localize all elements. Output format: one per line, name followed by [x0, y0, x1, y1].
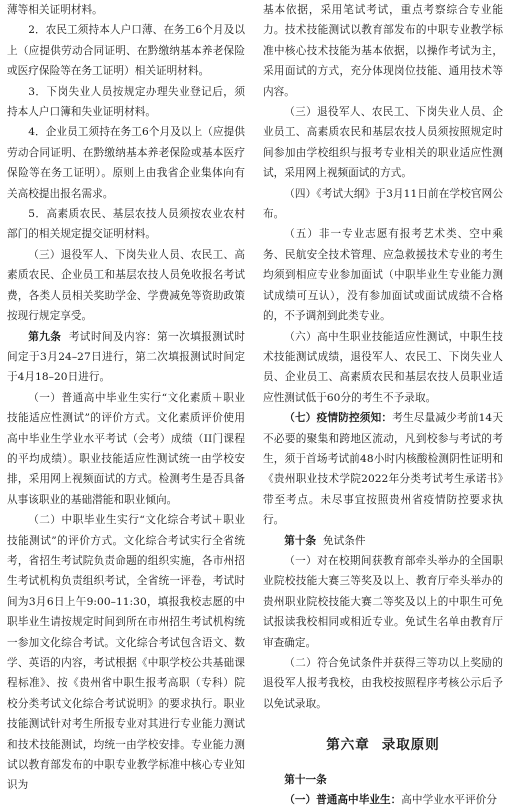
paragraph: 5．高素质农民、基层农技人员须按农业农村部门的相关规定提交证明材料。 [7, 208, 245, 241]
article-paragraph [263, 531, 503, 551]
paragraph: （一）对在校期间获教育部牵头举办的全国职业院校技能大赛三等奖及以上、教育厅牵头举办的贵州职业院校技能大赛二等奖及以上的中职生可免试报读我校相同或相近专业。免试生名单由教育厅审查确定。 [263, 554, 503, 649]
epidemic-notice-body: 考生尽量减少考前14天不必要的聚集和跨地区流动，凡到校参与考试的考生，须于首场考试前48小时内核酸检测阴性证明和《贵州职业技术学院2022年分类考试考生承诺书》带至考点。未尽事宜按照贵州省疫情防控要求执行。 [263, 412, 503, 527]
paragraph: （三）退役军人、农民工、下岗失业人员、企业员工、高素质农民和基层农技人员须按照规定时间参加由学校组织与报考专业相关的职业适应性测试，采用网上视频面试的方式。 [263, 106, 503, 180]
high-school-body: 高中学业水平评价分 [401, 794, 498, 807]
paragraph [263, 790, 503, 810]
article-paragraph [7, 327, 245, 388]
right-column [263, 0, 503, 810]
paragraph: （三）退役军人、下岗失业人员、农民工、高素质农民、企业员工和基层农技人员免收报名考试费，各类人员相关奖助学金、学费减免等资助政策按现行规定享受。 [7, 248, 245, 323]
paragraph: （四）《考试大纲》于3月11日前在学校官网公布。 [263, 187, 503, 221]
paragraph: 2．农民工须持本人户口薄、在务工6个月及以上（应提供劳动合同证明、在黔缴纳基本养老保险或医疗保险等在务工证明）相关证明材料。 [7, 24, 245, 78]
paragraph: 4．企业员工须持在务工6个月及以上（应提供劳动合同证明、在黔缴纳基本养老保险或基本医疗保险等在务工证明）。原则上由我省企业集体向有关高校提出报名需求。 [7, 126, 245, 200]
paragraph [263, 408, 503, 530]
paragraph: （六）高中生职业技能适应性测试，中职生技术技能测试成绩，退役军人、农民工、下岗失业人员、企业员工、高素质农民和基层农技人员职业适应性测试低于60分的考生不予录取。 [263, 330, 503, 404]
article-paragraph [263, 770, 503, 790]
article-body: 考试时间及内容：第一次填报测试时间定于3月24–27日进行，第二次填报测试时间定于4月18–20日进行。 [7, 330, 245, 384]
article-heading: 第十条 [284, 534, 317, 547]
left-column [7, 0, 245, 796]
chapter-title: 录取原则 [381, 737, 440, 754]
paragraph: （二）中职毕业生实行“文化综合考试＋职业技能测试”的评价方式。文化综合考试实行全省统考，省招生考试院负责命题的组织实施，各市州招生考试机构负责组织考试，全省统一评卷，考试时间为3月6日上午9:00–11:30，填报我校志愿的中职毕业生请按规定时间到所在市州招生考试机构统一参加文化综合考试。文化综合考试包含语文、数学、英语的内容，考试根据《中职学校公共基础课程标准》、按《贵州省中职生报考高职（专科）院校分类考试文化综合考试说明》的要求执行。职业技能测试针对考生所报专业对其进行专业能力测试和技术技能测试，均统一由学校安排。专业能力测试以教育部发布的中职专业教学标准中核心专业知识为 [7, 514, 245, 792]
epidemic-notice-label: （七）疫情防控须知： [284, 412, 393, 425]
paragraph: 3．下岗失业人员按规定办理失业登记后，须持本人户口簿和失业证明材料。 [7, 85, 245, 119]
chapter-number: 第六章 [326, 737, 370, 754]
high-school-label: （一）普通高中毕业生： [284, 794, 402, 807]
paragraph: 薄等相关证明材料。 [7, 4, 103, 16]
paragraph: （五）非一专业志愿有报考艺术类、空中乘务、民航安全技术管理、应急救援技术专业的考生均须到相应专业参加面试（中职毕业生专业能力测试成绩可互认），没有参加面试或面试成绩不合格的，不予调剂到此类专业。 [263, 228, 503, 323]
paragraph: （二）符合免试条件并获得三等功以上奖励的退役军人报考我校，由我校按照程序考核公示后予以免试录取。 [263, 657, 503, 710]
article-heading: 第九条 [28, 330, 62, 343]
paragraph: 基本依据，采用笔试考试，重点考察综合专业能力。技术技能测试以教育部发布的中职专业教学标准中核心技术技能为基本依据，以操作考试为主，采用面试的方式，充分体现岗位技能、通用技术等内容。 [263, 4, 503, 98]
article-heading: 第十一条 [284, 773, 327, 786]
chapter-heading [263, 735, 503, 755]
article-body: 免试条件 [322, 534, 366, 547]
paragraph: （一）普通高中毕业生实行“文化素质＋职业技能适应性测试”的评价方式。文化素质评价使用高中毕业生学业水平考试（会考）成绩（II门课程的平均成绩）。职业技能适应性测试统一由学校安排，采用网上视频面试的方式。检测考生是否具备从事该职业的基础潜能和职业倾向。 [7, 391, 245, 506]
